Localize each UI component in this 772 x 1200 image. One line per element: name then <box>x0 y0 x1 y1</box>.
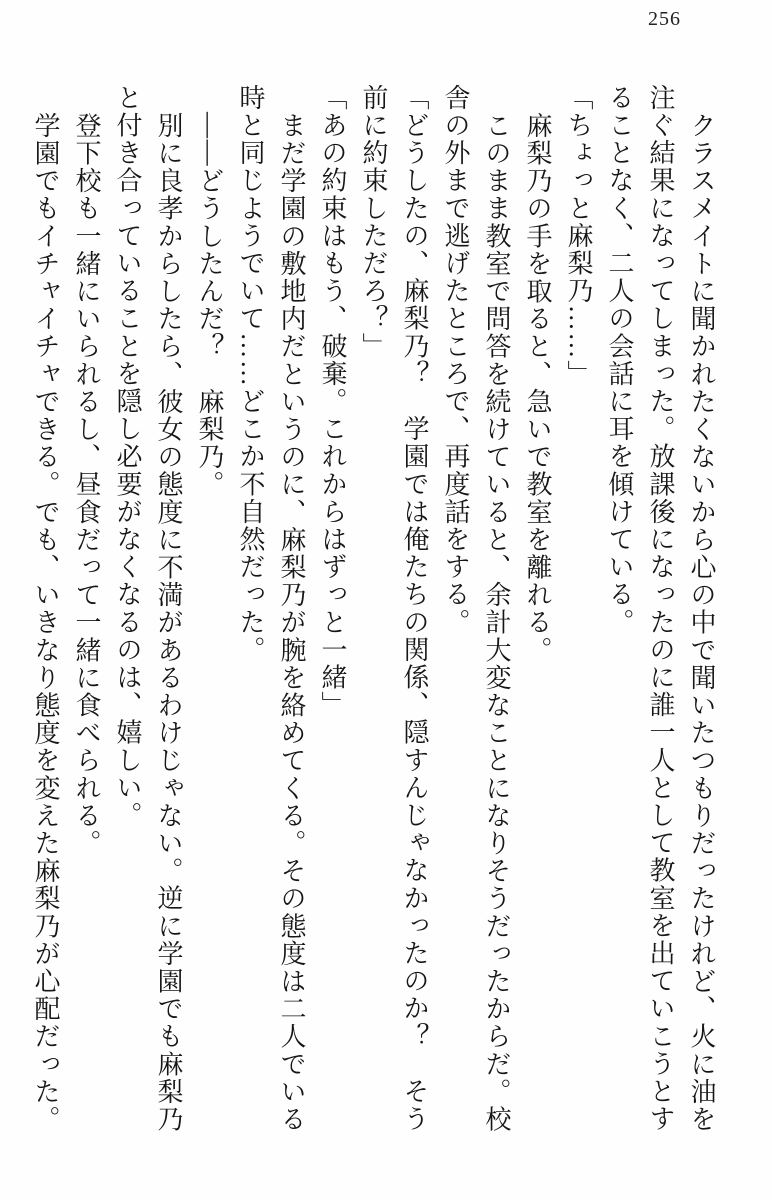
paragraph-4: このまま教室で問答を続けていると、余計大変なことになりそうだったからだ。校舎の外まで逃げたところで、再度話をする。 <box>441 84 511 1133</box>
paragraph-2: 「ちょっと麻梨乃……」 <box>564 84 593 388</box>
body-text <box>25 84 722 1140</box>
paragraph-1: クラスメイトに聞かれたくないから心の中で聞いたつもりだったけれど、火に油を注ぐ結果になってしまった。放課後になったのに誰一人として教室を出ていこうとすることなく、二人の会話に耳を傾けている。 <box>605 84 716 1133</box>
paragraph-11: 学園でもイチャイチャできる。でも、いきなり態度を変えた麻梨乃が心配だった。 <box>31 111 60 1133</box>
paragraph-9: 別に良孝からしたら、彼女の態度に不満があるわけじゃない。逆に学園でも麻梨乃と付き合っていることを隠し必要がなくなるのは、嬉しい。 <box>113 84 183 1133</box>
paragraph-8: ――どうしたんだ？ 麻梨乃。 <box>195 111 224 498</box>
paragraph-6: 「あの約束はもう、破棄。これからはずっと一緒」 <box>318 84 347 719</box>
paragraph-10: 登下校も一緒にいられるし、昼食だって一緒に食べられる。 <box>72 111 101 857</box>
paragraph-3: 麻梨乃の手を取ると、急いで教室を離れる。 <box>523 111 552 664</box>
paragraph-7: まだ学園の敷地内だというのに、麻梨乃が腕を絡めてくる。その態度は二人でいる時と同じようでいて……どこか不自然だった。 <box>236 84 306 1133</box>
page-number: 256 <box>648 8 681 30</box>
paragraph-5: 「どうしたの、麻梨乃？ 学園では俺たちの関係、隠すんじゃなかったのか？ そう前に約束しただろ？」 <box>359 84 429 1133</box>
